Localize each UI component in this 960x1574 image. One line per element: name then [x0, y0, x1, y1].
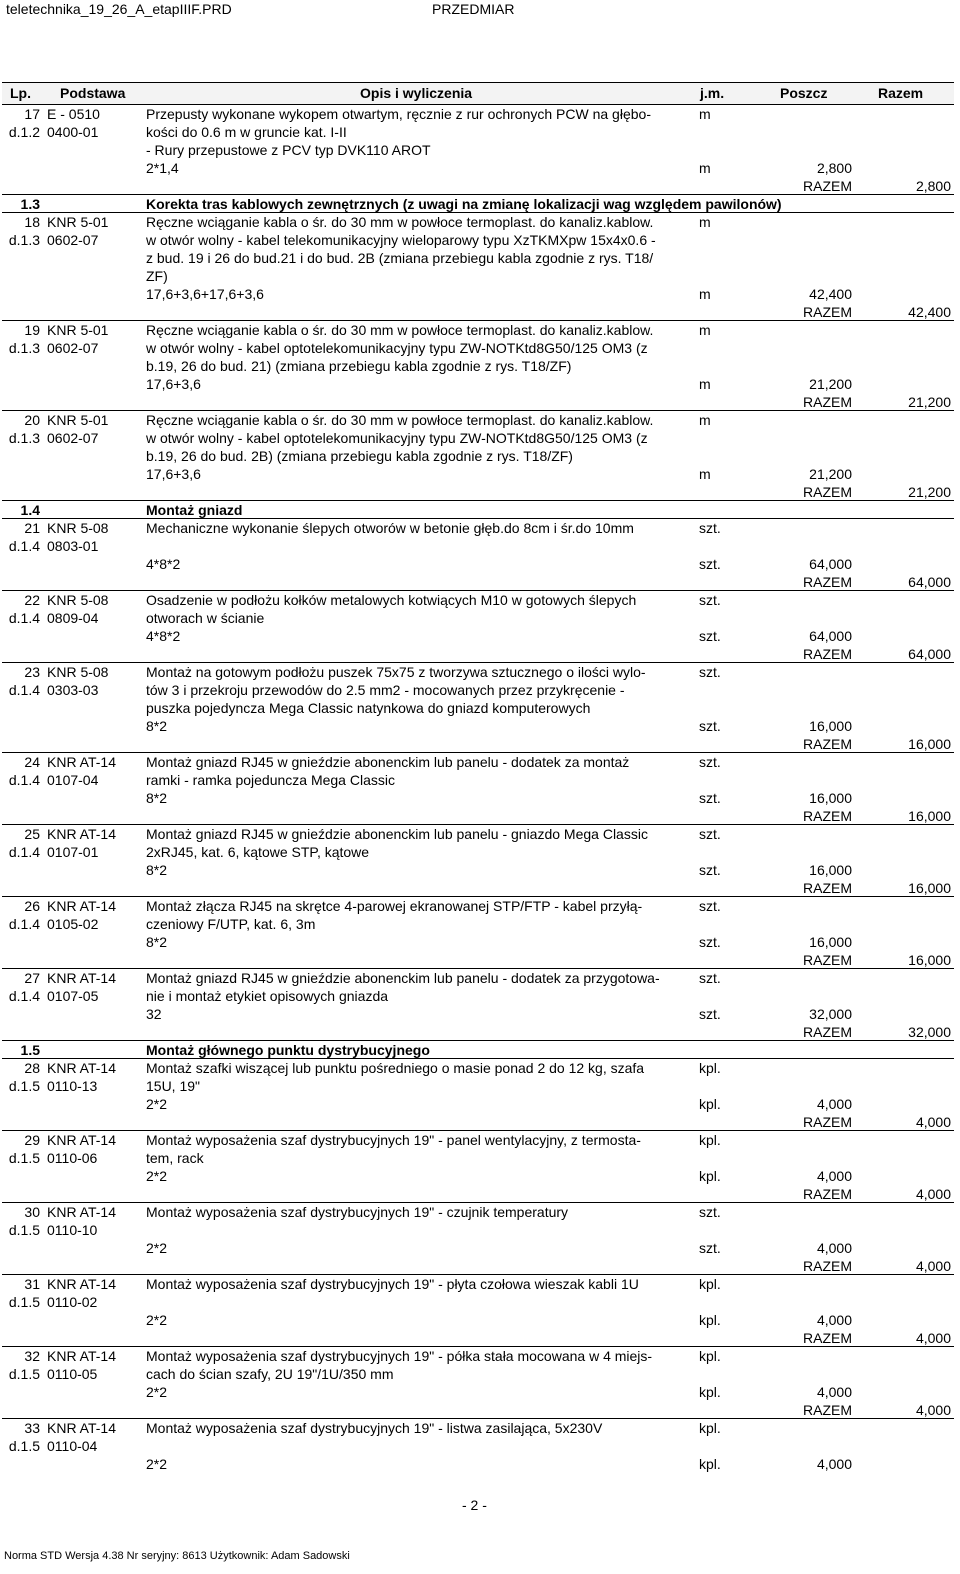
cell-b: KNR AT-14: [47, 1420, 116, 1436]
cell-c: kości do 0.6 m w gruncie kat. I-II: [146, 124, 347, 140]
table-row: [0, 1420, 960, 1438]
cell-f: 16,000: [908, 952, 951, 968]
table-row: [0, 934, 960, 952]
table-row: [0, 682, 960, 700]
cell-b: KNR 5-08: [47, 520, 109, 536]
cell-a: 24: [24, 754, 40, 770]
cell-b: KNR AT-14: [47, 1132, 116, 1148]
cell-d: szt.: [699, 862, 721, 878]
cell-b: 0803-01: [47, 538, 99, 554]
cell-a: d.1.4: [8, 844, 40, 860]
table-row: [0, 790, 960, 808]
cell-e: 21,200: [809, 376, 852, 392]
cell-d: m: [699, 214, 711, 230]
cell-a: d.1.5: [8, 1366, 40, 1382]
cell-a: 21: [24, 520, 40, 536]
table-row: [0, 610, 960, 628]
table-row: [0, 520, 960, 538]
cell-b: KNR 5-01: [47, 322, 109, 338]
cell-e: RAZEM: [803, 736, 852, 752]
file-name: teletechnika_19_26_A_etapIIIF.PRD: [6, 1, 232, 17]
cell-b: KNR AT-14: [47, 1348, 116, 1364]
cell-c: z bud. 19 i 26 do bud.21 i do bud. 2B (zmiana przebiegu kabla zgodnie z rys. T18/: [146, 250, 654, 266]
cell-e: 32,000: [809, 1006, 852, 1022]
cell-c: b.19, 26 do bud. 21) (zmiana przebiegu kabla zgodnie z rys. T18/ZF): [146, 358, 572, 374]
cell-c: ZF): [146, 268, 168, 284]
table-row: [0, 538, 960, 556]
table-row: [0, 1060, 960, 1078]
cell-c: Montaż wyposażenia szaf dystrybucyjnych 19" - półka stała mocowana w 4 miejs-: [146, 1348, 653, 1364]
table-row: [0, 1438, 960, 1456]
cell-a: 1.4: [20, 502, 40, 518]
cell-a: d.1.5: [8, 1438, 40, 1454]
cell-e: RAZEM: [803, 808, 852, 824]
page-number: - 2 -: [462, 1497, 487, 1513]
table-row: [0, 1276, 960, 1294]
row-separator: [2, 1202, 954, 1203]
cell-c: w otwór wolny - kabel telekomunikacyjny wieloparowy typu XzTKMXpw 15x4x0.6 -: [146, 232, 656, 248]
cell-c: Montaż wyposażenia szaf dystrybucyjnych 19" - płyta czołowa wieszak kabli 1U: [146, 1276, 639, 1292]
cell-d: kpl.: [699, 1168, 721, 1184]
row-separator: [2, 1058, 954, 1059]
cell-d: szt.: [699, 718, 721, 734]
table-row: [0, 124, 960, 142]
table-row: [0, 1132, 960, 1150]
table-row: [0, 466, 960, 484]
cell-c: 17,6+3,6: [146, 466, 201, 482]
cell-c: 2*2: [146, 1168, 168, 1184]
footer: Norma STD Wersja 4.38 Nr seryjny: 8613 Użytkownik: Adam Sadowski: [4, 1550, 350, 1562]
table-row: [0, 664, 960, 682]
cell-e: 16,000: [809, 862, 852, 878]
cell-d: m: [699, 160, 711, 176]
cell-b: 0110-06: [47, 1150, 98, 1166]
cell-c: puszka pojedyncza Mega Classic natynkowa do gniazd komputerowych: [146, 700, 591, 716]
cell-f: 4,000: [915, 1258, 951, 1274]
table-header: [2, 82, 954, 105]
table-row: [0, 106, 960, 124]
cell-a: d.1.5: [8, 1078, 40, 1094]
table-row: [0, 1096, 960, 1114]
table-row: [0, 754, 960, 772]
cell-c: Montaż gniazd: [146, 502, 243, 518]
cell-d: m: [699, 466, 711, 482]
row-separator: [2, 104, 954, 105]
cell-c: Ręczne wciąganie kabla o śr. do 30 mm w powłoce termoplast. do kanaliz.kablow.: [146, 412, 654, 428]
cell-c: Montaż gniazd RJ45 w gnieździe abonenckim lub panelu - dodatek za montaż: [146, 754, 630, 770]
cell-c: nie i montaż etykiet opisowych gniazda: [146, 988, 389, 1004]
cell-f: 64,000: [908, 646, 951, 662]
cell-e: RAZEM: [803, 178, 852, 194]
cell-e: RAZEM: [803, 880, 852, 896]
cell-e: 16,000: [809, 718, 852, 734]
title-bar: [0, 0, 960, 20]
cell-c: 2*2: [146, 1384, 168, 1400]
cell-b: E - 0510: [47, 106, 100, 122]
header-podstawa: Podstawa: [60, 85, 126, 101]
cell-a: d.1.3: [8, 430, 40, 446]
table-row: [0, 340, 960, 358]
cell-c: 17,6+3,6+17,6+3,6: [146, 286, 264, 302]
cell-b: KNR 5-01: [47, 412, 109, 428]
cell-c: Montaż głównego punktu dystrybucyjnego: [146, 1042, 430, 1058]
table-row: [0, 214, 960, 232]
cell-a: d.1.3: [8, 232, 40, 248]
table-row: [0, 1150, 960, 1168]
cell-c: 2*1,4: [146, 160, 179, 176]
table-row: [0, 628, 960, 646]
cell-b: 0602-07: [47, 232, 99, 248]
cell-f: 4,000: [915, 1330, 951, 1346]
cell-c: w otwór wolny - kabel optotelekomunikacyjny typu ZW-NOTKtd8G50/125 OM3 (z: [146, 430, 648, 446]
cell-e: 16,000: [809, 934, 852, 950]
cell-e: 64,000: [809, 628, 852, 644]
cell-d: kpl.: [699, 1276, 721, 1292]
cell-c: 15U, 19": [146, 1078, 201, 1094]
table-row: [0, 898, 960, 916]
table-row: [0, 718, 960, 736]
cell-c: Montaż szafki wiszącej lub punktu pośredniego o masie ponad 2 do 12 kg, szafa: [146, 1060, 645, 1076]
cell-a: d.1.5: [8, 1294, 40, 1310]
cell-a: 19: [24, 322, 40, 338]
cell-c: Mechaniczne wykonanie ślepych otworów w betonie głęb.do 8cm i śr.do 10mm: [146, 520, 634, 536]
row-separator: [2, 1040, 954, 1041]
table-row: [0, 916, 960, 934]
cell-e: 4,000: [816, 1312, 852, 1328]
cell-c: 17,6+3,6: [146, 376, 201, 392]
header-razem: Razem: [878, 85, 924, 101]
cell-c: Ręczne wciąganie kabla o śr. do 30 mm w powłoce termoplast. do kanaliz.kablow.: [146, 214, 654, 230]
cell-b: 0107-04: [47, 772, 99, 788]
table-row: [0, 826, 960, 844]
row-separator: [2, 320, 954, 321]
cell-b: KNR AT-14: [47, 970, 116, 986]
table-row: [0, 988, 960, 1006]
cell-c: Korekta tras kablowych zewnętrznych (z uwagi na zmianę lokalizacji wag względem pawilonów): [146, 196, 782, 212]
cell-f: 42,400: [908, 304, 951, 320]
cell-b: KNR AT-14: [47, 754, 116, 770]
cell-d: szt.: [699, 592, 721, 608]
cell-b: KNR AT-14: [47, 1276, 116, 1292]
cell-c: tów 3 i przekroju przewodów do 2.5 mm2 - mocowanych przez przykręcenie -: [146, 682, 625, 698]
cell-a: d.1.5: [8, 1150, 40, 1166]
cell-d: m: [699, 322, 711, 338]
cell-f: 4,000: [915, 1186, 951, 1202]
cell-c: 32: [146, 1006, 162, 1022]
cell-d: szt.: [699, 556, 721, 572]
cell-c: Montaż złącza RJ45 na skrętce 4-parowej ekranowanej STP/FTP - kabel przyłą-: [146, 898, 643, 914]
cell-d: m: [699, 106, 711, 122]
cell-d: szt.: [699, 754, 721, 770]
row-separator: [2, 1130, 954, 1131]
cell-a: d.1.4: [8, 988, 40, 1004]
cell-b: KNR AT-14: [47, 1060, 116, 1076]
cell-c: Ręczne wciąganie kabla o śr. do 30 mm w powłoce termoplast. do kanaliz.kablow.: [146, 322, 654, 338]
cell-b: 0303-03: [47, 682, 99, 698]
cell-c: 4*8*2: [146, 628, 181, 644]
cell-b: KNR AT-14: [47, 826, 116, 842]
cell-e: RAZEM: [803, 1402, 852, 1418]
row-separator: [2, 662, 954, 663]
cell-b: 0602-07: [47, 430, 99, 446]
cell-c: 2*2: [146, 1096, 168, 1112]
cell-c: czeniowy F/UTP, kat. 6, 3m: [146, 916, 316, 932]
cell-e: RAZEM: [803, 1330, 852, 1346]
cell-b: KNR 5-08: [47, 592, 109, 608]
cell-a: d.1.4: [8, 916, 40, 932]
cell-c: ramki - ramka pojeduncza Mega Classic: [146, 772, 395, 788]
cell-f: 16,000: [908, 808, 951, 824]
cell-a: 17: [24, 106, 40, 122]
cell-b: 0110-13: [47, 1078, 98, 1094]
cell-d: szt.: [699, 898, 721, 914]
cell-b: 0602-07: [47, 340, 99, 356]
cell-a: 1.5: [20, 1042, 40, 1058]
cell-c: Montaż gniazd RJ45 w gnieździe abonenckim lub panelu - dodatek za przygotowa-: [146, 970, 660, 986]
cell-f: 21,200: [908, 394, 951, 410]
cell-a: 20: [24, 412, 40, 428]
table-row: [0, 1384, 960, 1402]
cell-c: Osadzenie w podłożu kołków metalowych kotwiących M10 w gotowych ślepych: [146, 592, 637, 608]
cell-b: KNR 5-01: [47, 214, 109, 230]
header-jm: j.m.: [700, 85, 725, 101]
cell-c: 8*2: [146, 934, 168, 950]
cell-f: 4,000: [915, 1402, 951, 1418]
cell-e: RAZEM: [803, 952, 852, 968]
cell-a: d.1.4: [8, 610, 40, 626]
cell-e: 64,000: [809, 556, 852, 572]
row-separator: [2, 590, 954, 591]
cell-f: 16,000: [908, 880, 951, 896]
cell-e: RAZEM: [803, 484, 852, 500]
table-row: [0, 1294, 960, 1312]
cell-b: 0107-01: [47, 844, 99, 860]
header-opis: Opis i wyliczenia: [360, 85, 473, 101]
cell-b: 0110-04: [47, 1438, 98, 1454]
cell-e: RAZEM: [803, 1024, 852, 1040]
table-row: [0, 772, 960, 790]
table-row: [0, 1240, 960, 1258]
cell-a: 26: [24, 898, 40, 914]
cell-e: 16,000: [809, 790, 852, 806]
cell-d: szt.: [699, 934, 721, 950]
cell-b: 0110-02: [47, 1294, 98, 1310]
cell-d: szt.: [699, 664, 721, 680]
table-row: [0, 322, 960, 340]
row-separator: [2, 518, 954, 519]
cell-a: 30: [24, 1204, 40, 1220]
cell-f: 2,800: [915, 178, 951, 194]
table-row: [0, 1348, 960, 1366]
document-title: PRZEDMIAR: [432, 1, 515, 17]
table-row: [0, 412, 960, 430]
cell-a: 32: [24, 1348, 40, 1364]
cell-e: 4,000: [816, 1456, 852, 1472]
cell-c: w otwór wolny - kabel optotelekomunikacyjny typu ZW-NOTKtd8G50/125 OM3 (z: [146, 340, 648, 356]
cell-a: 29: [24, 1132, 40, 1148]
cell-c: Montaż wyposażenia szaf dystrybucyjnych 19" - czujnik temperatury: [146, 1204, 569, 1220]
row-separator: [2, 1274, 954, 1275]
cell-e: 4,000: [816, 1168, 852, 1184]
table-row: [0, 1204, 960, 1222]
table-row: [0, 1078, 960, 1096]
cell-e: RAZEM: [803, 394, 852, 410]
cell-d: m: [699, 376, 711, 392]
cell-c: 8*2: [146, 862, 168, 878]
cell-e: 42,400: [809, 286, 852, 302]
table-row: [0, 430, 960, 448]
table-row: [0, 1456, 960, 1474]
table-row: [0, 448, 960, 466]
cell-d: szt.: [699, 790, 721, 806]
cell-f: 64,000: [908, 574, 951, 590]
cell-a: 33: [24, 1420, 40, 1436]
cell-a: 22: [24, 592, 40, 608]
table-row: [0, 250, 960, 268]
cell-b: 0110-10: [47, 1222, 98, 1238]
cell-e: 21,200: [809, 466, 852, 482]
cell-a: d.1.4: [8, 538, 40, 554]
cell-a: 18: [24, 214, 40, 230]
table-row: [0, 1366, 960, 1384]
cell-c: 2xRJ45, kat. 6, kątowe STP, kątowe: [146, 844, 370, 860]
cell-d: szt.: [699, 628, 721, 644]
table-row: [0, 556, 960, 574]
cell-a: d.1.4: [8, 682, 40, 698]
table-row: [0, 1006, 960, 1024]
cell-d: szt.: [699, 826, 721, 842]
header-poszcz: Poszcz: [780, 85, 828, 101]
cell-e: RAZEM: [803, 1186, 852, 1202]
cell-a: 1.3: [20, 196, 40, 212]
cell-b: 0809-04: [47, 610, 99, 626]
cell-c: 2*2: [146, 1312, 168, 1328]
cell-d: szt.: [699, 520, 721, 536]
cell-d: kpl.: [699, 1384, 721, 1400]
table-row: [0, 232, 960, 250]
row-separator: [2, 752, 954, 753]
cell-d: kpl.: [699, 1096, 721, 1112]
cell-d: szt.: [699, 1240, 721, 1256]
cell-a: d.1.5: [8, 1222, 40, 1238]
table-row: [0, 286, 960, 304]
table-row: [0, 592, 960, 610]
table-row: [0, 358, 960, 376]
row-separator: [2, 1418, 954, 1419]
cell-d: kpl.: [699, 1456, 721, 1472]
cell-d: kpl.: [699, 1312, 721, 1328]
cell-d: m: [699, 412, 711, 428]
cell-c: - Rury przepustowe z PCV typ DVK110 AROT: [146, 142, 431, 158]
table-row: [0, 376, 960, 394]
cell-d: kpl.: [699, 1132, 721, 1148]
cell-c: 8*2: [146, 790, 168, 806]
cell-d: szt.: [699, 970, 721, 986]
cell-d: kpl.: [699, 1420, 721, 1436]
table-row: [0, 1222, 960, 1240]
cell-f: 4,000: [915, 1114, 951, 1130]
cell-b: 0110-05: [47, 1366, 98, 1382]
row-separator: [2, 968, 954, 969]
cell-d: szt.: [699, 1006, 721, 1022]
row-separator: [2, 194, 954, 195]
cell-a: 31: [24, 1276, 40, 1292]
cell-a: 25: [24, 826, 40, 842]
cell-b: KNR 5-08: [47, 664, 109, 680]
cell-e: 4,000: [816, 1240, 852, 1256]
cell-c: 8*2: [146, 718, 168, 734]
cell-c: Przepusty wykonane wykopem otwartym, ręcznie z rur ochronych PCW na głębo-: [146, 106, 651, 122]
cell-a: d.1.4: [8, 772, 40, 788]
table-row: [0, 160, 960, 178]
cell-d: szt.: [699, 1204, 721, 1220]
cell-c: Montaż na gotowym podłożu puszek 75x75 z tworzywa sztucznego o ilości wylo-: [146, 664, 646, 680]
cell-b: 0105-02: [47, 916, 99, 932]
row-separator: [2, 896, 954, 897]
cell-e: 2,800: [816, 160, 852, 176]
cell-d: m: [699, 286, 711, 302]
cell-f: 16,000: [908, 736, 951, 752]
cell-d: kpl.: [699, 1348, 721, 1364]
cell-c: Montaż wyposażenia szaf dystrybucyjnych 19" - panel wentylacyjny, z termosta-: [146, 1132, 641, 1148]
cell-b: KNR AT-14: [47, 898, 116, 914]
cell-f: 32,000: [908, 1024, 951, 1040]
table-row: [0, 970, 960, 988]
row-separator: [2, 824, 954, 825]
header-lp: Lp.: [10, 85, 31, 101]
cell-b: KNR AT-14: [47, 1204, 116, 1220]
cell-e: RAZEM: [803, 1114, 852, 1130]
cell-e: 4,000: [816, 1384, 852, 1400]
cell-c: tem, rack: [146, 1150, 204, 1166]
row-separator: [2, 500, 954, 501]
cell-e: RAZEM: [803, 304, 852, 320]
cell-a: 23: [24, 664, 40, 680]
table-row: [0, 142, 960, 160]
cell-e: RAZEM: [803, 1258, 852, 1274]
row-separator: [2, 1346, 954, 1347]
cell-b: 0400-01: [47, 124, 99, 140]
table-row: [0, 862, 960, 880]
table-row: [0, 844, 960, 862]
cell-c: 2*2: [146, 1456, 168, 1472]
cell-e: RAZEM: [803, 574, 852, 590]
cell-a: d.1.2: [8, 124, 40, 140]
row-separator: [2, 212, 954, 213]
cell-d: kpl.: [699, 1060, 721, 1076]
cell-e: RAZEM: [803, 646, 852, 662]
cell-c: Montaż gniazd RJ45 w gnieździe abonenckim lub panelu - gniazdo Mega Classic: [146, 826, 648, 842]
cell-c: otworach w ścianie: [146, 610, 265, 626]
table-row: [0, 700, 960, 718]
cell-a: d.1.3: [8, 340, 40, 356]
row-separator: [2, 410, 954, 411]
cell-e: 4,000: [816, 1096, 852, 1112]
table-row: [0, 268, 960, 286]
cell-a: 27: [24, 970, 40, 986]
table-row: [0, 1168, 960, 1186]
table-row: [0, 1312, 960, 1330]
cell-a: 28: [24, 1060, 40, 1076]
cell-f: 21,200: [908, 484, 951, 500]
cell-b: 0107-05: [47, 988, 99, 1004]
cell-c: 2*2: [146, 1240, 168, 1256]
cell-c: b.19, 26 do bud. 2B) (zmiana przebiegu kabla zgodnie z rys. T18/ZF): [146, 448, 573, 464]
cell-c: cach do ścian szafy, 2U 19"/1U/350 mm: [146, 1366, 394, 1382]
cell-c: Montaż wyposażenia szaf dystrybucyjnych 19" - listwa zasilająca, 5x230V: [146, 1420, 603, 1436]
cell-c: 4*8*2: [146, 556, 181, 572]
